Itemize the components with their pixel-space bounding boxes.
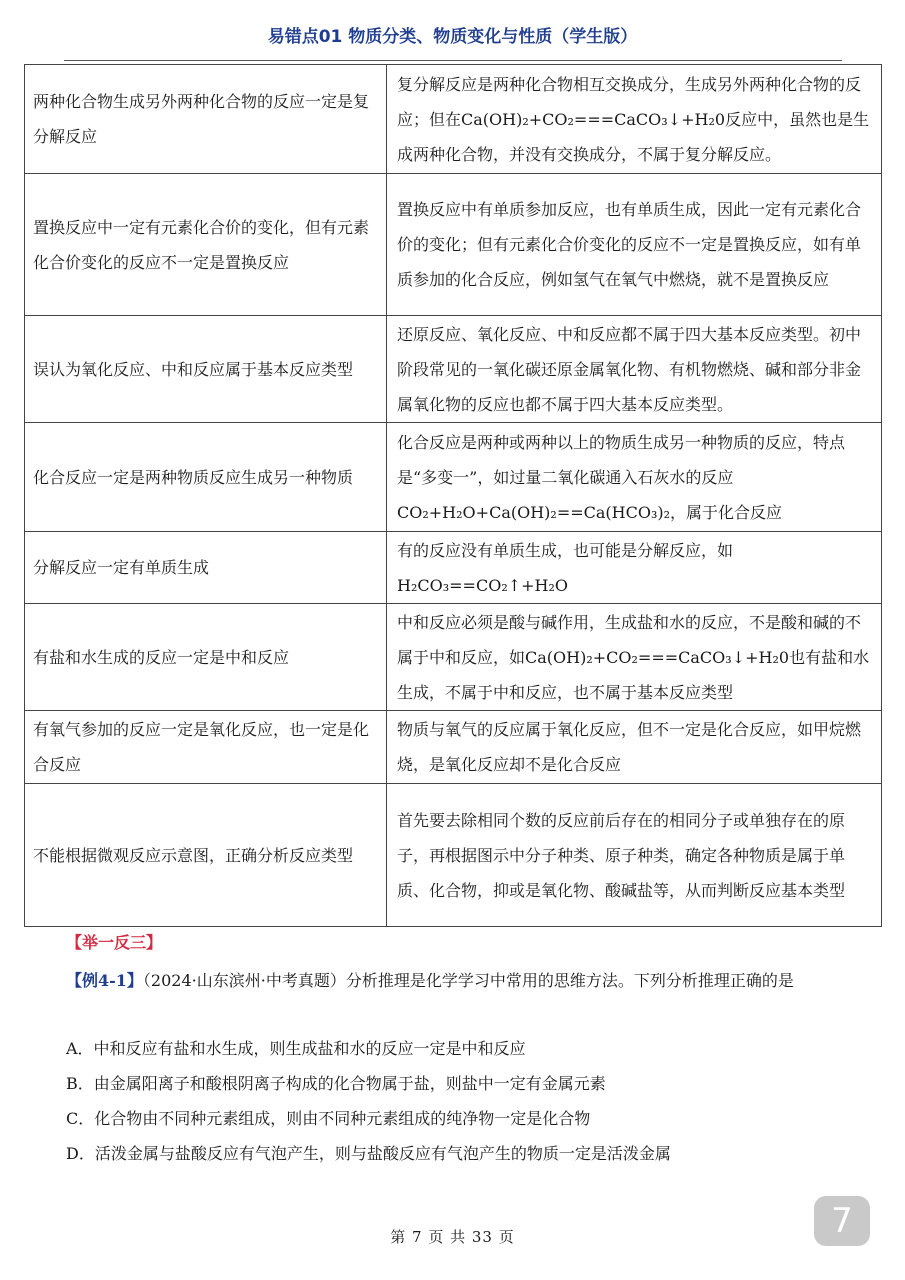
option-a[interactable]: A．中和反应有盐和水生成，则生成盐和水的反应一定是中和反应: [66, 1039, 526, 1058]
header-divider: [64, 60, 842, 61]
table-row: [25, 784, 882, 927]
table-row: [25, 532, 882, 604]
misconception-table: [24, 64, 882, 927]
table-row: [25, 174, 882, 316]
explanation-cell: 有的反应没有单质生成，也可能是分解反应，如H₂CO₃==CO₂↑+H₂O: [387, 532, 882, 604]
table-row: [25, 423, 882, 532]
table-row: [25, 316, 882, 423]
misconception-cell: 误认为氧化反应、中和反应属于基本反应类型: [25, 316, 387, 423]
section-title: 【举一反三】: [66, 933, 163, 952]
explanation-cell: 化合反应是两种或两种以上的物质生成另一种物质的反应，特点是“多变一”，如过量二氧化碳通入石灰水的反应CO₂+H₂O+Ca(OH)₂==Ca(HCO₃)₂，属于化合反应: [387, 423, 882, 532]
option-c[interactable]: C．化合物由不同种元素组成，则由不同种元素组成的纯净物一定是化合物: [66, 1109, 591, 1128]
page-footer: 第 7 页 共 33 页: [390, 1228, 515, 1246]
misconception-cell: 不能根据微观反应示意图，正确分析反应类型: [25, 784, 387, 927]
option-b[interactable]: B．由金属阳离子和酸根阴离子构成的化合物属于盐，则盐中一定有金属元素: [66, 1074, 606, 1093]
answer-options: [66, 1031, 856, 1171]
option-d[interactable]: D．活泼金属与盐酸反应有气泡产生，则与盐酸反应有气泡产生的物质一定是活泼金属: [66, 1144, 671, 1163]
page-number-badge: 7: [814, 1196, 870, 1246]
misconception-cell: 有氧气参加的反应一定是氧化反应，也一定是化合反应: [25, 711, 387, 784]
explanation-cell: 复分解反应是两种化合物相互交换成分，生成另外两种化合物的反应；但在Ca(OH)₂+CO₂===CaCO₃↓+H₂0反应中，虽然也是生成两种化合物，并没有交换成分，不属于复分解反应。: [387, 65, 882, 174]
question-label: 【例4-1】: [66, 971, 143, 990]
question-text: （2024·山东滨州·中考真题）分析推理是化学学习中常用的思维方法。下列分析推理正确的是: [142, 971, 794, 990]
table-row: [25, 711, 882, 784]
misconception-cell: 有盐和水生成的反应一定是中和反应: [25, 604, 387, 711]
misconception-cell: 分解反应一定有单质生成: [25, 532, 387, 604]
explanation-cell: 首先要去除相同个数的反应前后存在的相同分子或单独存在的原子，再根据图示中分子种类、原子种类，确定各种物质是属于单质、化合物，抑或是氧化物、酸碱盐等，从而判断反应基本类型: [387, 784, 882, 927]
misconception-cell: 化合反应一定是两种物质反应生成另一种物质: [25, 423, 387, 532]
question-stem: [66, 963, 842, 998]
page-header-title: 易错点01 物质分类、物质变化与性质（学生版）: [267, 27, 638, 47]
misconception-cell: 置换反应中一定有元素化合价的变化，但有元素化合价变化的反应不一定是置换反应: [25, 174, 387, 316]
explanation-cell: 中和反应必须是酸与碱作用，生成盐和水的反应，不是酸和碱的不属于中和反应，如Ca(OH)₂+CO₂===CaCO₃↓+H₂0也有盐和水生成，不属于中和反应，也不属于基本反应类型: [387, 604, 882, 711]
table-row: [25, 604, 882, 711]
explanation-cell: 置换反应中有单质参加反应，也有单质生成，因此一定有元素化合价的变化；但有元素化合价变化的反应不一定是置换反应，如有单质参加的化合反应，例如氢气在氧气中燃烧，就不是置换反应: [387, 174, 882, 316]
explanation-cell: 物质与氧气的反应属于氧化反应，但不一定是化合反应，如甲烷燃烧，是氧化反应却不是化合反应: [387, 711, 882, 784]
table-row: [25, 65, 882, 174]
explanation-cell: 还原反应、氧化反应、中和反应都不属于四大基本反应类型。初中阶段常见的一氧化碳还原金属氧化物、有机物燃烧、碱和部分非金属氧化物的反应也都不属于四大基本反应类型。: [387, 316, 882, 423]
misconception-cell: 两种化合物生成另外两种化合物的反应一定是复分解反应: [25, 65, 387, 174]
